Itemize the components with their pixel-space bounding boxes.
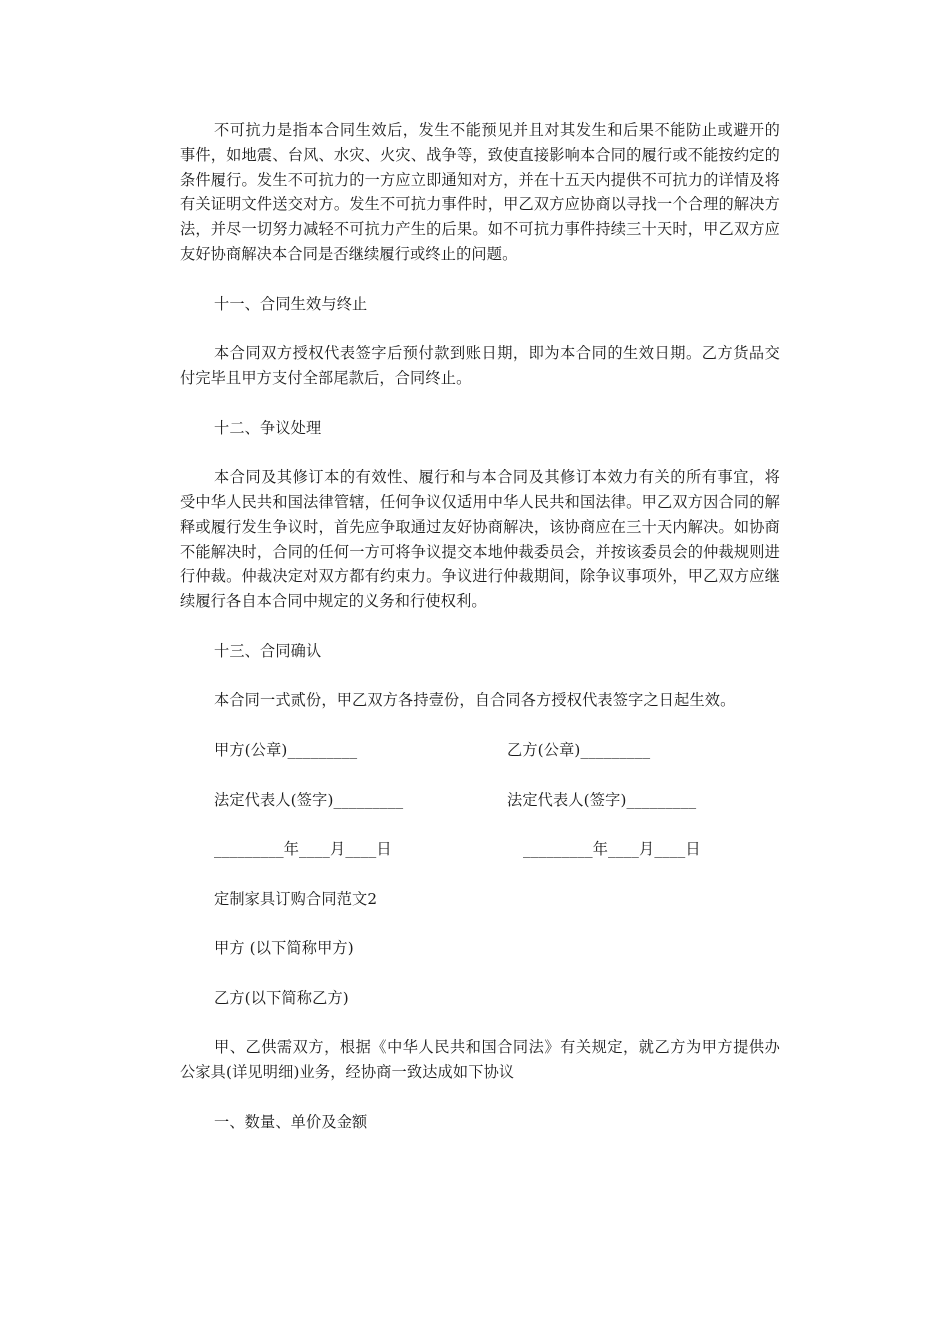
- spacer: [180, 614, 780, 639]
- section-11-heading: 十一、合同生效与终止: [214, 294, 368, 313]
- contract-2-intro: 甲、乙供需双方，根据《中华人民共和国合同法》有关规定，就乙方为甲方提供办公家具(详见明细)业务，经协商一致达成如下协议: [180, 1038, 780, 1082]
- contract-2-section-1-heading: 一、数量、单价及金额: [214, 1112, 368, 1131]
- party-a-seal: 甲方(公章)_________: [214, 740, 358, 759]
- representative-row: [180, 788, 780, 813]
- party-b-date: _________年____月____日: [523, 840, 701, 859]
- spacer: [180, 1011, 780, 1036]
- spacer: [180, 440, 780, 465]
- spacer: [180, 812, 780, 837]
- spacer: [180, 1085, 780, 1110]
- spacer: [180, 267, 780, 292]
- contract-2-title: 定制家具订购合同范文2: [214, 889, 378, 908]
- force-majeure-paragraph: 不可抗力是指本合同生效后，发生不能预见并且对其发生和后果不能防止或避开的事件，如地震、台风、水灾、火灾、战争等，致使直接影响本合同的履行或不能按约定的条件履行。发生不可抗力的一方应立即通知对方，并在十五天内提供不可抗力的详情及将有关证明文件送交对方。发生不可抗力事件时，甲乙双方应协商以寻找一个合理的解决方法，并尽一切努力减轻不可抗力产生的后果。如不可抗力事件持续三十天时，甲乙双方应友好协商解决本合同是否继续履行或终止的问题。: [180, 121, 780, 263]
- spacer: [180, 912, 780, 937]
- section-12-paragraph: 本合同及其修订本的有效性、履行和与本合同及其修订本效力有关的所有事宜，将受中华人民共和国法律管辖，任何争议仅适用中华人民共和国法律。甲乙双方因合同的解释或履行发生争议时，首先应争取通过友好协商解决，该协商应在三十天内解决。如协商不能解决时，合同的任何一方可将争议提交本地仲裁委员会，并按该委员会的仲裁规则进行仲裁。仲裁决定对双方都有约束力。争议进行仲裁期间，除争议事项外，甲乙双方应继续履行各自本合同中规定的义务和行使权利。: [180, 468, 780, 611]
- spacer: [180, 763, 780, 788]
- spacer: [180, 664, 780, 689]
- spacer: [180, 862, 780, 887]
- date-row: [180, 837, 780, 862]
- party-a-date: _________年____月____日: [214, 840, 392, 859]
- party-b-seal: 乙方(公章)_________: [507, 740, 651, 759]
- spacer: [180, 316, 780, 341]
- spacer: [180, 391, 780, 416]
- spacer: [180, 713, 780, 738]
- section-13-paragraph: 本合同一式贰份，甲乙双方各持壹份，自合同各方授权代表签字之日起生效。: [214, 691, 736, 710]
- contract-2-party-b: 乙方(以下简称乙方): [214, 988, 349, 1007]
- section-13-heading: 十三、合同确认: [214, 641, 322, 660]
- party-b-representative: 法定代表人(签字)_________: [507, 790, 697, 809]
- section-12-heading: 十二、争议处理: [214, 418, 322, 437]
- party-a-representative: 法定代表人(签字)_________: [214, 790, 404, 809]
- document-page: [180, 118, 780, 1135]
- seal-row: [180, 738, 780, 763]
- contract-2-party-a: 甲方 (以下简称甲方): [214, 939, 354, 958]
- section-11-paragraph: 本合同双方授权代表签字后预付款到账日期，即为本合同的生效日期。乙方货品交付完毕且甲方支付全部尾款后，合同终止。: [180, 344, 780, 387]
- spacer: [180, 961, 780, 986]
